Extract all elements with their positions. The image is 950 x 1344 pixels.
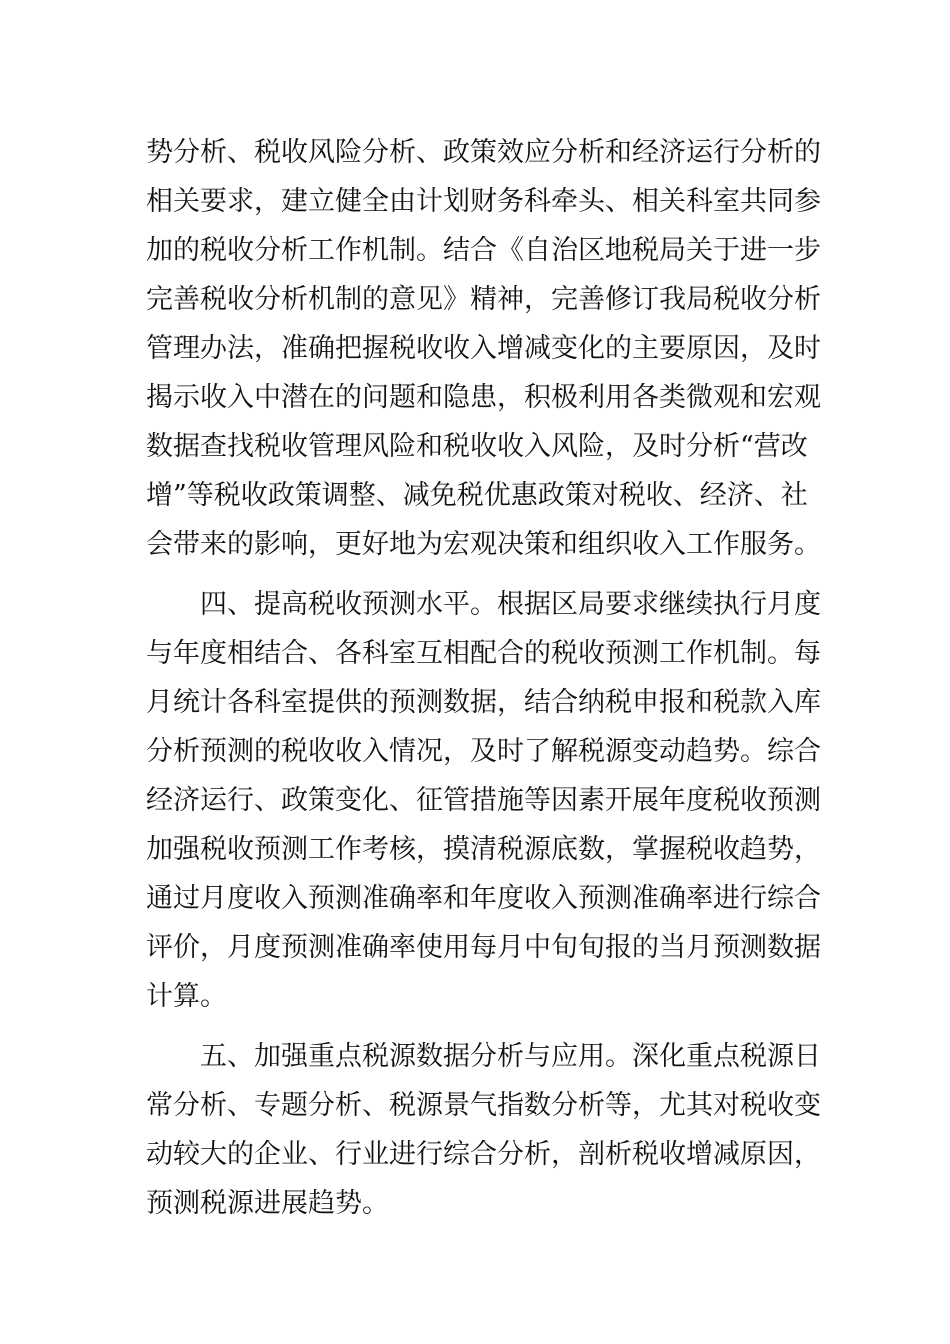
text-line: 通过月度收入预测准确率和年度收入预测准确率进行综合 (146, 883, 821, 914)
paragraph-spacer (146, 1021, 816, 1032)
text-line: 经济运行、政策变化、征管措施等因素开展年度税收预测 (146, 785, 821, 816)
text-line: 五、加强重点税源数据分析与应用。深化重点税源日 (146, 1041, 821, 1072)
text-line: 相关要求，建立健全由计划财务科牵头、相关科室共同参 (146, 186, 821, 217)
document-body (146, 128, 821, 1228)
text-line: 四、提高税收预测水平。根据区局要求继续执行月度 (146, 589, 821, 620)
text-line: 常分析、专题分析、税源景气指数分析等，尤其对税收变 (146, 1090, 821, 1121)
text-line: 揭示收入中潜在的问题和隐患，积极利用各类微观和宏观 (146, 382, 821, 413)
text-line: 加的税收分析工作机制。结合《自治区地税局关于进一步 (146, 235, 821, 266)
text-line: 动较大的企业、行业进行综合分析，剖析税收增减原因， (146, 1139, 821, 1170)
text-line: 预测税源进展趋势。 (146, 1188, 389, 1219)
text-line: 月统计各科室提供的预测数据，结合纳税申报和税款入库 (146, 687, 821, 718)
text-line: 与年度相结合、各科室互相配合的税收预测工作机制。每 (146, 638, 821, 669)
text-line: 分析预测的税收收入情况，及时了解税源变动趋势。综合 (146, 736, 821, 767)
text-line: 加强税收预测工作考核，摸清税源底数，掌握税收趋势， (146, 834, 821, 865)
paragraph-3 (146, 1032, 821, 1228)
paragraph-spacer (146, 569, 816, 580)
text-line: 会带来的影响，更好地为宏观决策和组织收入工作服务。 (146, 529, 821, 560)
text-line: 完善税收分析机制的意见》精神，完善修订我局税收分析 (146, 284, 821, 315)
text-line: 增”等税收政策调整、减免税优惠政策对税收、经济、社 (146, 480, 808, 511)
paragraph-2 (146, 580, 821, 1021)
text-line: 计算。 (146, 981, 227, 1012)
text-line: 评价，月度预测准确率使用每月中旬旬报的当月预测数据 (146, 932, 821, 963)
paragraph-1 (146, 128, 821, 569)
text-line: 势分析、税收风险分析、政策效应分析和经济运行分析的 (146, 137, 821, 168)
text-line: 管理办法，准确把握税收收入增减变化的主要原因，及时 (146, 333, 821, 364)
text-line: 数据查找税收管理风险和税收收入风险，及时分析“营改 (146, 431, 808, 462)
